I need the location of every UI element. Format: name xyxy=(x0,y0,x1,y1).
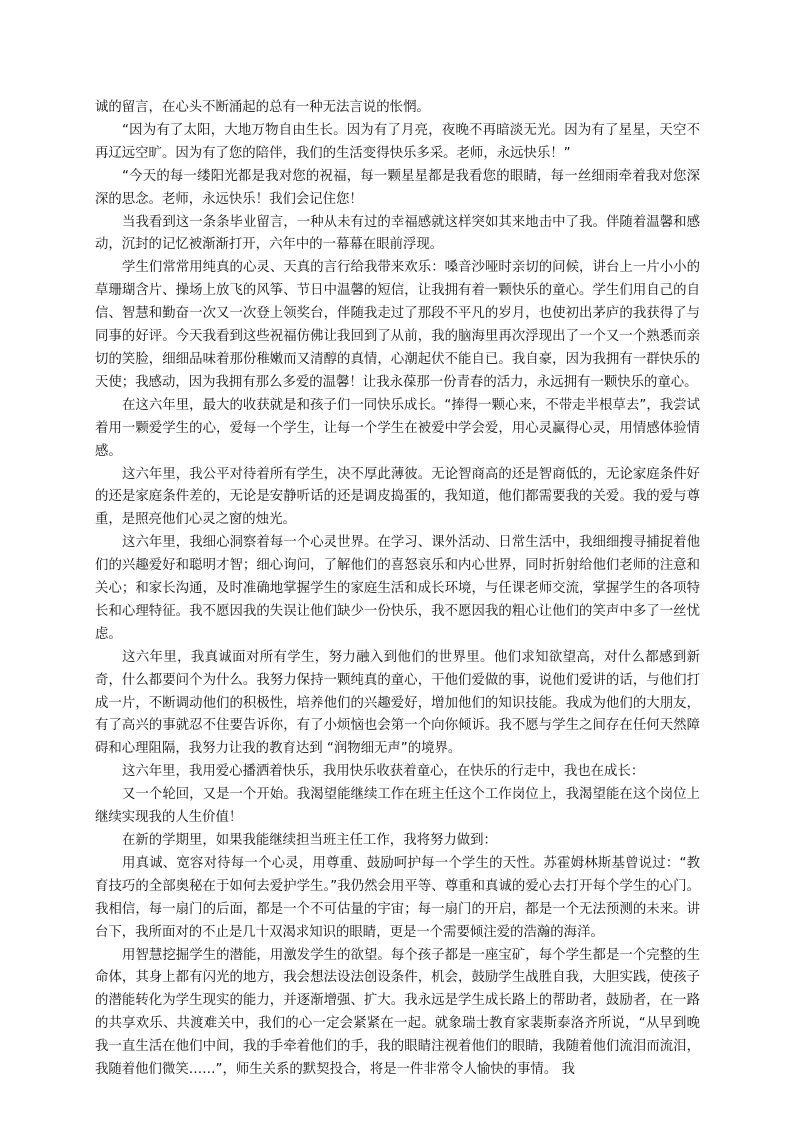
paragraph-1: 诚的留言，在心头不断涌起的总有一种无法言说的怅惘。 xyxy=(95,100,430,115)
paragraph-14: 用智慧挖掘学生的潜能，用激发学生的欲望。每个孩子都是一座宝矿，每个学生都是一个完整的生命体，其身上都有闪光的地方，我会想法设法创设条件，机会，鼓励学生战胜自我，大胆实践，使孩子的潜能转化为学生现实的能力，并逐渐增强、扩大。我永远是学生成长路上的帮助者，鼓励者，在一路的共享欢乐、共渡难关中，我们的心一定会紧紧在一起。就象瑞士教育家裴斯泰洛齐所说，“从早到晚我一直生活在他们中间，我的手牵着他们的手，我的眼睛注视着他们的眼睛，我随着他们流泪而流泪，我随着他们微笑……”，师生关系的默契投合，将是一件非常令人愉快的事情。 我 xyxy=(95,947,700,1078)
document-page xyxy=(95,97,700,1082)
paragraph-12: 在新的学期里，如果我能继续担当班主任工作，我将努力做到： xyxy=(122,833,497,848)
paragraph-9: 这六年里，我真诚面对所有学生，努力融入到他们的世界里。他们求知欲望高，对什么都感到新奇，什么都要问个为什么。我努力保持一颗纯真的童心，干他们爱做的事，说他们爱讲的话，与他们打成一片，不断调动他们的积极性，培养他们的兴趣爱好，增加他们的知识技能。我成为他们的大朋友，有了高兴的事就忍不住要告诉你，有了小烦恼也会第一个向你倾诉。我不愿与学生之间存在任何天然障碍和心理阻隔，我努力让我的教育达到 “润物细无声”的境界。 xyxy=(95,649,700,757)
paragraph-7: 这六年里，我公平对待着所有学生，决不厚此薄彼。无论智商高的还是智商低的，无论家庭条件好的还是家庭条件差的，无论是安静听话的还是调皮捣蛋的，我知道，他们都需要我的关爱。我的爱与尊重，是照亮他们心灵之窗的烛光。 xyxy=(95,466,700,528)
paragraph-11: 又一个轮回，又是一个开始。我渴望能继续工作在班主任这个工作岗位上，我渴望能在这个岗位上继续实现我的人生价值！ xyxy=(95,787,700,826)
paragraph-5: 学生们常常用纯真的心灵、天真的言行给我带来欢乐：嗓音沙哑时亲切的问候，讲台上一片小小的草珊瑚含片、操场上放飞的风筝、节日中温馨的短信，让我拥有着一颗快乐的童心。学生们用自己的自信、智慧和勤奋一次又一次登上领奖台，伴随我走过了那段不平凡的岁月，也使初出茅庐的我获得了与同事的好评。今天我看到这些祝福仿佛让我回到了从前，我的脑海里再次浮现出了一个又一个熟悉而亲切的笑脸，细细品味着那份稚嫩而又清醇的真情，心潮起伏不能自已。我自豪，因为我拥有一群快乐的天使；我感动，因为我拥有那么多爱的温馨！让我永葆那一份青春的活力，永远拥有一颗快乐的童心。 xyxy=(95,260,700,390)
paragraph-8: 这六年里，我细心洞察着每一个心灵世界。在学习、课外活动、日常生活中，我细细搜寻捕捉着他们的兴趣爱好和聪明才智；细心询问，了解他们的喜怒哀乐和内心世界，同时折射给他们老师的注意和关心；和家长沟通，及时准确地掌握学生的家庭生活和成长环境，与任课老师交流，掌握学生的各项特长和心理特征。我不愿因我的失误让他们缺少一份快乐，我不愿因我的粗心让他们的笑声中多了一丝忧虑。 xyxy=(95,535,700,642)
paragraph-6: 在这六年里，最大的收获就是和孩子们一同快乐成长。“捧得一颗心来，不带走半根草去”，我尝试着用一颗爱学生的心，爱每一个学生，让每一个学生在被爱中学会爱，用心灵赢得心灵，用情感体验情感。 xyxy=(95,397,700,459)
paragraph-10: 这六年里，我用爱心播洒着快乐，我用快乐收获着童心，在快乐的行走中，我也在成长： xyxy=(122,764,645,780)
paragraph-13: 用真诚、宽容对待每一个心灵，用尊重、鼓励呵护每一个学生的天性。苏霍姆林斯基曾说过：“教育技巧的全部奥秘在于如何去爱护学生。”我仍然会用平等、尊重和真诚的爱心去打开每个学生的心门。我相信，每一扇门的后面，都是一个不可估量的宇宙；每一扇门的开启，都是一个无法预测的未来。讲台下，我所面对的不止是几十双渴求知识的眼睛，更是一个需要倾注爱的浩瀚的海洋。 xyxy=(95,855,700,940)
paragraph-4: 当我看到这一条条毕业留言，一种从未有过的幸福感就这样突如其来地击中了我。伴随着温馨和感动，沉封的记忆被渐渐打开，六年中的一幕幕在眼前浮现。 xyxy=(95,214,700,253)
paragraph-2: “因为有了太阳，大地万物自由生长。因为有了月亮，夜晚不再暗淡无光。因为有了星星，天空不再辽远空旷。因为有了您的陪伴，我们的生活变得快乐多采。老师，永远快乐！” xyxy=(95,122,700,161)
paragraph-3: “今天的每一缕阳光都是我对您的祝福，每一颗星星都是我看您的眼睛，每一丝细雨牵着我对您深深的思念。老师，永远快乐！我们会记住您！ xyxy=(95,168,700,207)
